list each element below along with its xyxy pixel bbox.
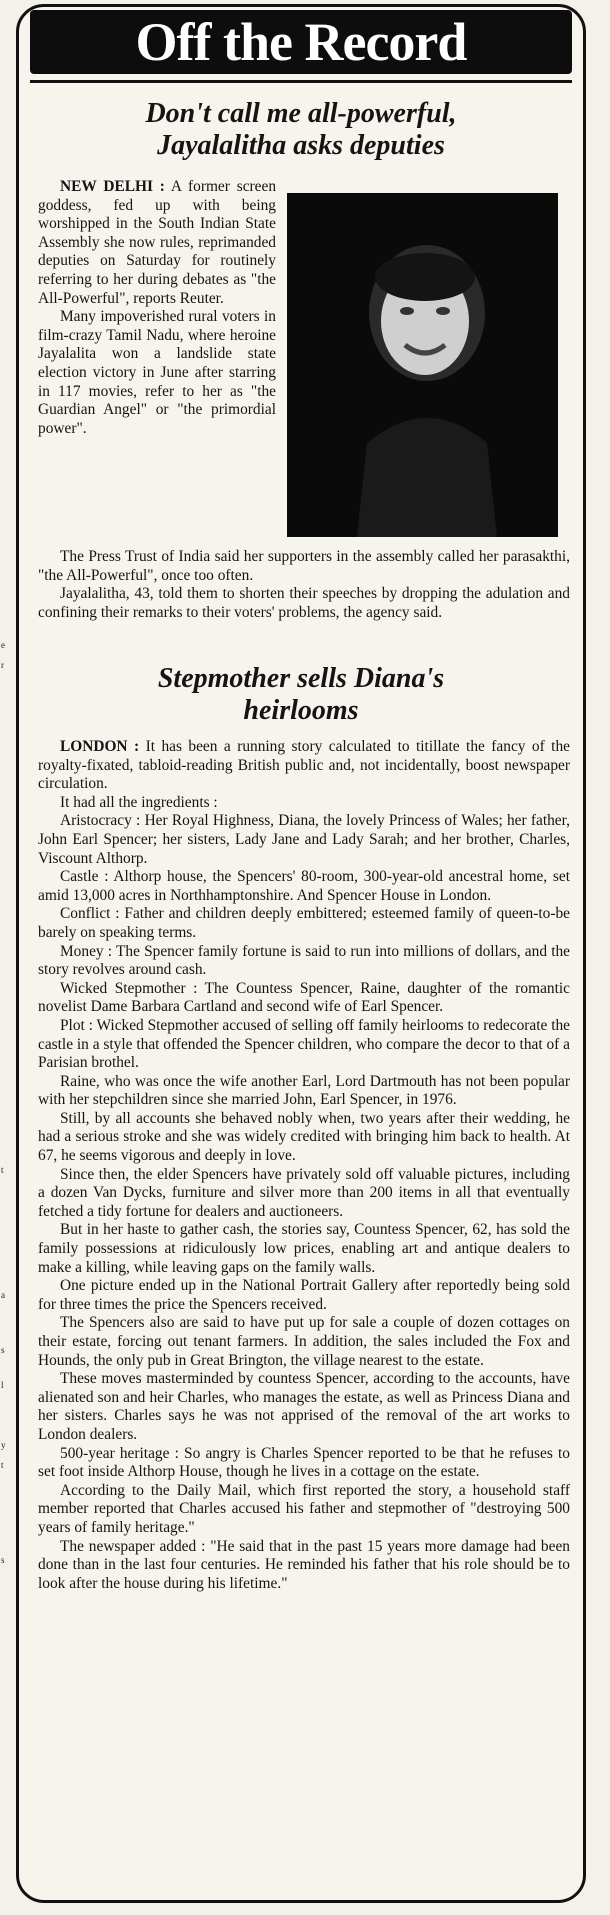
fragment: r xyxy=(1,660,4,670)
paragraph: Still, by all accounts she behaved nobly when, two years after their wedding, he had a serious stroke and she was widely credited with bringing him back to health. At 67, he seems vigorous and deeply in love. xyxy=(38,1109,570,1165)
adjacent-column-fragments xyxy=(0,0,10,1915)
dateline: LONDON : xyxy=(60,738,140,755)
paragraph: Money : The Spencer family fortune is said to run into millions of dollars, and the story revolves around cash. xyxy=(38,942,570,979)
masthead-rule xyxy=(30,80,572,83)
paragraph: The Spencers also are said to have put up for sale a couple of dozen cottages on their estate, forcing out tenant farmers. In addition, the sales included the Fox and Hounds, the only pub in Great Brington, the village nearest to the estate. xyxy=(38,1314,570,1369)
fragment: s xyxy=(1,1345,5,1355)
paragraph: But in her haste to gather cash, the stories say, Countess Spencer, 62, has sold the family possessions at ridiculously low prices, enabling art and antique dealers to make a killing, while leaving gaps on the family walls. xyxy=(38,1221,570,1276)
fragment: a xyxy=(1,1290,5,1300)
fragment: t xyxy=(1,1460,4,1470)
paragraph: The newspaper added : "He said that in the past 15 years more damage had been done than in the last four centuries. He reminded his father that his role should be to look after the house during his lifetime." xyxy=(38,1537,570,1592)
fragment: t xyxy=(1,1165,4,1175)
fragment: s xyxy=(1,1555,5,1565)
paragraph: One picture ended up in the National Portrait Gallery after reportedly being sold for three times the price the Spencers received. xyxy=(38,1277,570,1313)
story2-headline: Stepmother sells Diana's heirlooms xyxy=(157,663,445,726)
dateline: NEW DELHI : xyxy=(60,178,165,195)
portrait-image xyxy=(287,193,558,537)
paragraph: Raine, who was once the wife another Earl, Lord Dartmouth has not been popular with her stepchildren since she married John, Earl Spencer, in 1976. xyxy=(38,1072,570,1109)
story2-text xyxy=(38,738,570,1593)
paragraph: Jayalalitha, 43, told them to shorten their speeches by dropping the adulation and confining their remarks to their voters' problems, the agency said. xyxy=(38,585,570,621)
paragraph: Plot : Wicked Stepmother accused of selling off family heirlooms to redecorate the castle in a style that offended the Spencer children, who compare the decor to that of a Parisian brothel. xyxy=(38,1016,570,1072)
paragraph: Since then, the elder Spencers have privately sold off valuable pictures, including a dozen Van Dycks, furniture and silver more than 200 items in all that eventually fetched a tidy fortune for dealers and auctioneers. xyxy=(38,1165,570,1220)
paragraph: It has been a running story calculated to titillate the fancy of the royalty-fixated, tabloid-reading British public and, not incidentally, boost newspaper circulation. xyxy=(38,738,570,793)
fragment: y xyxy=(1,1440,6,1450)
masthead-banner xyxy=(30,10,572,74)
paragraph: Castle : Althorp house, the Spencers' 80-room, 300-year-old ancestral home, set amid 13,000 acres in Northhamptonshire. And Spencer House in London. xyxy=(38,868,570,904)
paragraph: According to the Daily Mail, which first reported the story, a household staff member reported that Charles accused his father and stepmother of "destroying 500 years of family heritage." xyxy=(38,1481,570,1536)
paragraph: Wicked Stepmother : The Countess Spencer, Raine, daughter of the romantic novelist Dame Barbara Cartland and second wife of Earl Spencer. xyxy=(38,979,570,1016)
paragraph: It had all the ingredients : xyxy=(60,793,218,811)
paragraph: A former screen goddess, fed up with being worshipped in the South Indian State Assembly she now rules, reprimanded deputies on Saturday for routinely referring to her during debates as "the All-Powerful", reports Reuter. xyxy=(38,178,277,307)
paragraph: The Press Trust of India said her supporters in the assembly called her parasakthi, "the All-Powerful", once too often. xyxy=(38,548,570,584)
portrait-photo xyxy=(287,193,558,537)
paragraph: Aristocracy : Her Royal Highness, Diana, the lovely Princess of Wales; her father, John Earl Spencer; her sisters, Lady Jane and Lady Sarah; and her brother, Charles, Viscount Althorp. xyxy=(38,812,570,867)
paragraph: Conflict : Father and children deeply embittered; esteemed family of queen-to-be barely on speaking terms. xyxy=(38,905,570,941)
story1-wrapped-text xyxy=(38,178,276,438)
paragraph: Many impoverished rural voters in film-crazy Tamil Nadu, where heroine Jayalalita won a landslide state election victory in June after starring in 117 movies, refer to her as "the Guardian Angel" or "the primordial power". xyxy=(38,308,276,437)
story1-headline: Don't call me all-powerful, Jayalalitha asks deputies xyxy=(145,98,457,161)
fragment: e xyxy=(1,640,5,650)
masthead-title: Off the Record xyxy=(135,12,467,72)
fragment: l xyxy=(1,1380,4,1390)
story1-full-text xyxy=(38,548,570,622)
paragraph: 500-year heritage : So angry is Charles Spencer reported to be that he refuses to set foot inside Althorp House, though he lives in a cottage on the estate. xyxy=(38,1444,570,1481)
paragraph: These moves masterminded by countess Spencer, according to the accounts, have alienated son and heir Charles, who manages the estate, as well as Princess Diana and her sisters. Charles says he was not apprised of the removal of the art works to London dealers. xyxy=(38,1370,570,1443)
